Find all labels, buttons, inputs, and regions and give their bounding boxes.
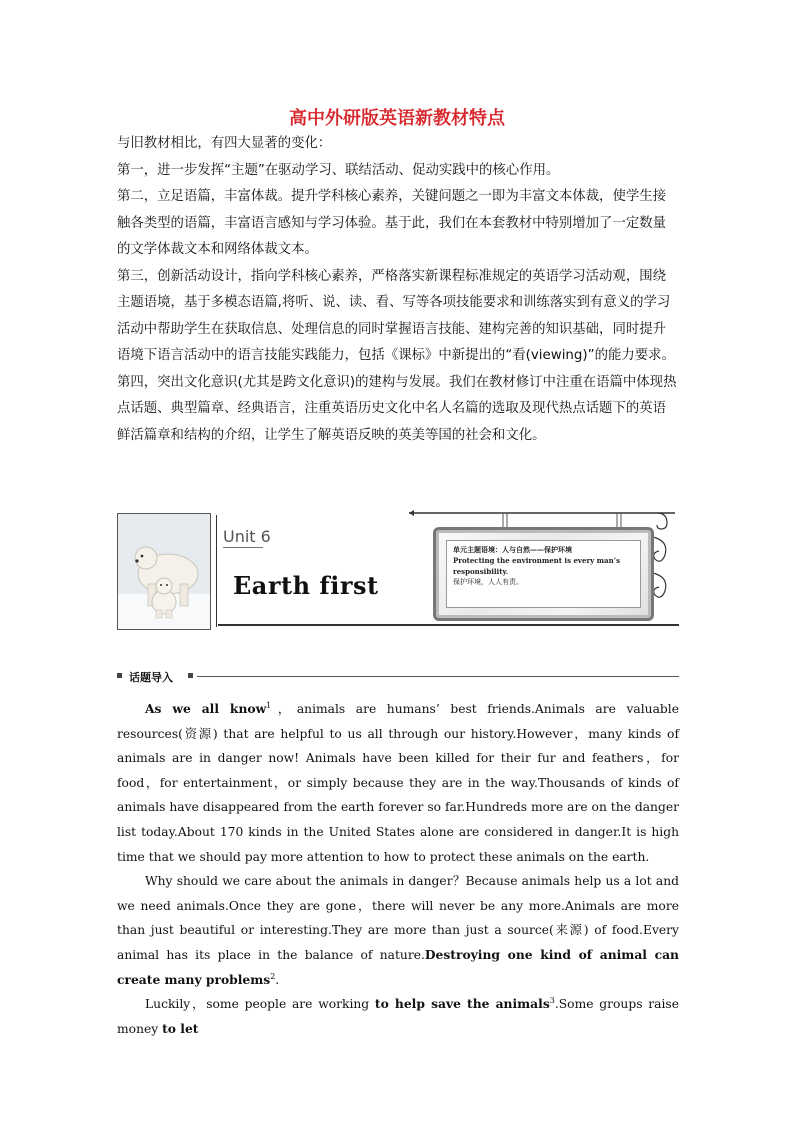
polar-bear-icon [118, 514, 210, 629]
note-marker-3: 3 [549, 996, 555, 1006]
paragraph-1-body: ，animals are humans’ best friends.Animals are valuable resources(资源) that are helpful to us all through our history.However，many kinds of animals are in danger now! Animals have been killed for their fur and feathers，for food，for entertainment，or simply because they are in the way.Thousands of kinds of animals have disappeared from the earth forever so far.Hundreds more are on the danger list today.About 170 kinds in the United States alone are considered in danger.It is high time that we should pay more attention to how to protect these animals on the earth. [117, 702, 679, 864]
intro-lead: 与旧教材相比，有四大显著的变化： [117, 136, 332, 151]
intro-point-3: 第三，创新活动设计，指向学科核心素养，严格落实新课程标准规定的英语学习活动观，围绕主题语境，基于多模态语篇,将听、说、读、看、写等各项技能要求和训练落实到有意义的学习活动中帮助学生在获取信息、处理信息的同时掌握语言技能、建构完善的知识基础，同时提升语境下语言活动中的语言技能实践能力，包括《课标》中新提出的“看(viewing)”的能力要求。 [117, 268, 675, 363]
key-phrase-4: to let [162, 1020, 199, 1036]
passage-paragraph-2 [117, 869, 679, 992]
intro-point-2: 第二，立足语篇，丰富体裁。提升学科核心素养，关键问题之一即为丰富文本体裁，使学生接触各类型的语篇，丰富语言感知与学习体验。基于此，我们在本套教材中特别增加了一定数量的文学体裁文本和网络体裁文本。 [117, 189, 667, 257]
section-rule [197, 676, 679, 677]
key-phrase-2: Destroying one kind of animal can create many problems [117, 946, 679, 987]
theme-board-text [446, 540, 641, 608]
theme-board [433, 527, 654, 621]
note-marker-2: 2 [270, 971, 276, 981]
section-label: 话题导入 [129, 671, 173, 684]
banner-baseline [218, 624, 679, 626]
key-phrase-3: to help save the animals [374, 996, 550, 1012]
unit-underline [223, 547, 263, 548]
board-heading: 单元主题语境：人与自然——保护环境 [453, 545, 572, 554]
square-bullet-icon [117, 673, 122, 678]
page-title: 高中外研版英语新教材特点 [289, 108, 505, 129]
paragraph-3-mid: .Some groups raise money [117, 997, 679, 1036]
unit-banner [117, 505, 679, 630]
reading-passage [117, 697, 679, 1041]
polar-bear-photo [117, 513, 211, 630]
banner-divider [216, 515, 217, 627]
paragraph-2-body: Why should we care about the animals in danger？Because animals help us a lot and we need animals.Once they are gone，there will never be any more.Animals are more than just beautiful or interesting.They are more than just a source(来源) of food.Every animal has its place in the balance of nature. [117, 874, 679, 962]
passage-paragraph-3 [117, 992, 679, 1041]
key-phrase-1: As we all know [145, 701, 267, 716]
passage-paragraph-1 [117, 697, 679, 869]
unit-number: Unit 6 [223, 527, 271, 546]
square-bullet-icon [188, 673, 193, 678]
paragraph-2-end: . [275, 972, 280, 987]
intro-point-4: 第四，突出文化意识(尤其是跨文化意识)的建构与发展。我们在教材修订中注重在语篇中体现热点话题、典型篇章、经典语言，注重英语历史文化中名人名篇的选取及现代热点话题下的英语鲜活篇章和结构的介绍，让学生了解英语反映的英美等国的社会和文化。 [117, 374, 677, 443]
section-header [117, 670, 679, 684]
intro-section [117, 131, 679, 449]
paragraph-3-body: Luckily，some people are working [145, 997, 375, 1012]
board-chinese: 保护环境，人人有责。 [453, 578, 523, 586]
board-english: Protecting the environment is every man’s responsibility. [453, 556, 621, 576]
unit-title: Earth first [233, 571, 379, 600]
intro-point-1: 第一，进一步发挥“主题”在驱动学习、联结活动、促动实践中的核心作用。 [117, 162, 560, 178]
note-marker-1: 1 [266, 700, 272, 710]
